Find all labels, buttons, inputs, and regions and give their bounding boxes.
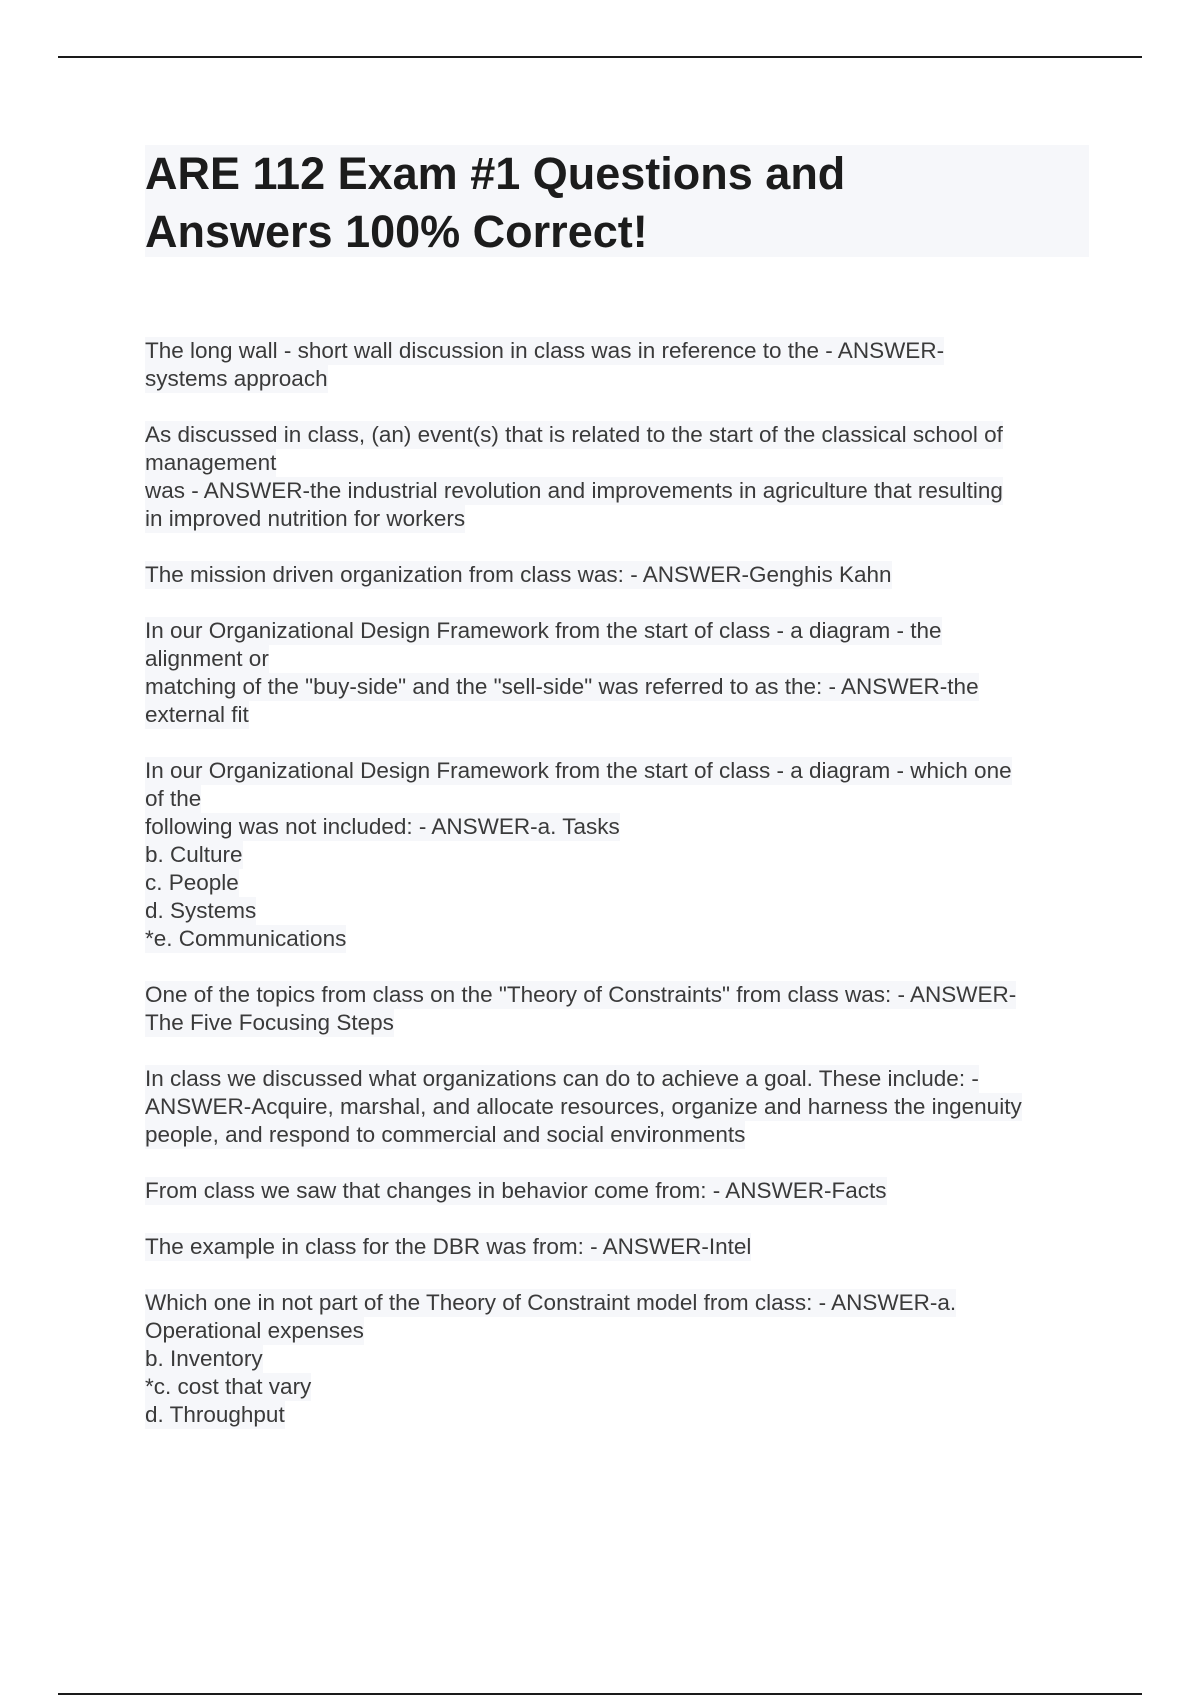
title-line: ARE 112 Exam #1 Questions and — [145, 148, 846, 199]
qa-line: of the — [145, 786, 202, 811]
document-title — [145, 145, 1089, 261]
qa-line: In class we discussed what organizations can do to achieve a goal. These include: - — [145, 1066, 979, 1091]
qa-line: The mission driven organization from class was: - ANSWER-Genghis Kahn — [145, 562, 892, 587]
qa-line: people, and respond to commercial and social environments — [145, 1122, 746, 1147]
qa-line: management — [145, 450, 277, 475]
document-body — [145, 145, 1089, 1457]
qa-line: Operational expenses — [145, 1318, 364, 1343]
qa-item — [145, 757, 1089, 953]
title-block — [145, 145, 1089, 257]
qa-line: As discussed in class, (an) event(s) that is related to the start of the classical school of — [145, 422, 1003, 447]
qa-item — [145, 1233, 1089, 1261]
qa-item — [145, 421, 1089, 533]
qa-line: systems approach — [145, 366, 328, 391]
qa-line: *e. Communications — [145, 926, 347, 951]
title-line: Answers 100% Correct! — [145, 206, 648, 257]
qa-line: d. Systems — [145, 898, 257, 923]
qa-line: matching of the "buy-side" and the "sell-side" was referred to as the: - ANSWER-the — [145, 674, 979, 699]
qa-item — [145, 1065, 1089, 1149]
qa-line: Which one in not part of the Theory of Constraint model from class: - ANSWER-a. — [145, 1290, 957, 1315]
qa-line: From class we saw that changes in behavior come from: - ANSWER-Facts — [145, 1178, 887, 1203]
qa-line: in improved nutrition for workers — [145, 506, 466, 531]
qa-line: external fit — [145, 702, 249, 727]
qa-line: b. Inventory — [145, 1346, 263, 1371]
qa-line: was - ANSWER-the industrial revolution and improvements in agriculture that resulting — [145, 478, 1003, 503]
qa-line: c. People — [145, 870, 239, 895]
qa-item — [145, 1177, 1089, 1205]
bottom-rule — [58, 1693, 1142, 1695]
qa-line: d. Throughput — [145, 1402, 285, 1427]
qa-line: ANSWER-Acquire, marshal, and allocate resources, organize and harness the ingenuity — [145, 1094, 1022, 1119]
qa-item — [145, 981, 1089, 1037]
qa-line: In our Organizational Design Framework from the start of class - a diagram - which one — [145, 758, 1012, 783]
qa-line: alignment or — [145, 646, 269, 671]
top-rule — [58, 56, 1142, 58]
qa-line: One of the topics from class on the "Theory of Constraints" from class was: - ANSWER- — [145, 982, 1017, 1007]
qa-line: *c. cost that vary — [145, 1374, 312, 1399]
qa-line: In our Organizational Design Framework from the start of class - a diagram - the — [145, 618, 942, 643]
qa-line: following was not included: - ANSWER-a. Tasks — [145, 814, 620, 839]
qa-line: The example in class for the DBR was from: - ANSWER-Intel — [145, 1234, 752, 1259]
qa-item — [145, 337, 1089, 393]
qa-line: b. Culture — [145, 842, 243, 867]
qa-line: The long wall - short wall discussion in class was in reference to the - ANSWER- — [145, 338, 945, 363]
qa-line: The Five Focusing Steps — [145, 1010, 394, 1035]
qa-item — [145, 561, 1089, 589]
qa-item — [145, 1289, 1089, 1429]
qa-list — [145, 337, 1089, 1429]
qa-item — [145, 617, 1089, 729]
